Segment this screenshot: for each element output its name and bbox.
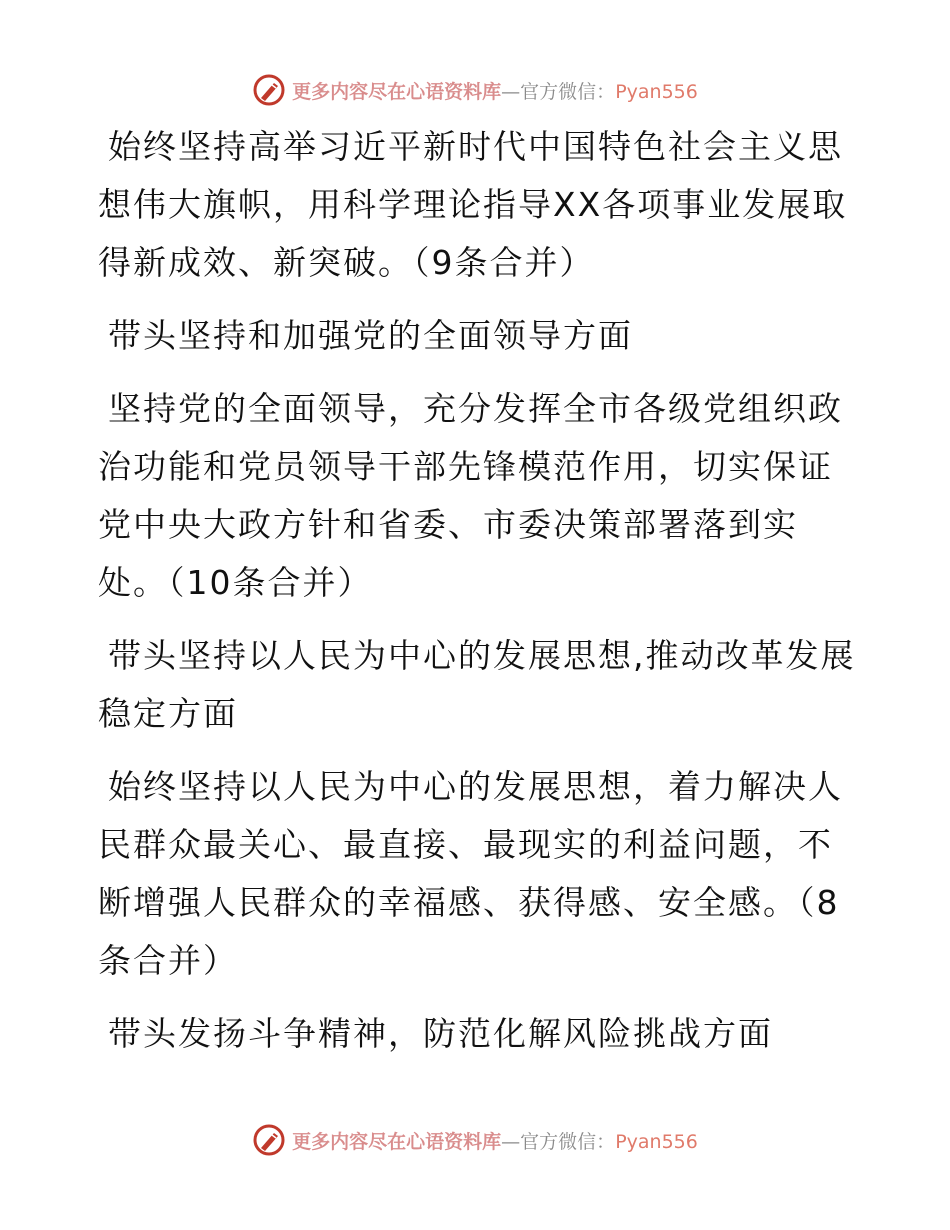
paragraph-3: 始终坚持以人民为中心的发展思想，着力解决人民群众最关心、最直接、最现实的利益问题，不断增强人民群众的幸福感、获得感、安全感。（8条合并）	[98, 767, 843, 980]
footer-watermark	[0, 1120, 950, 1160]
pen-circle-logo-icon	[252, 73, 286, 107]
paragraph-1: 始终坚持高举习近平新时代中国特色社会主义思想伟大旗帜，用科学理论指导XX各项事业发展取得新成效、新突破。（9条合并）	[98, 127, 848, 282]
section-heading-3: 带头发扬斗争精神，防范化解风险挑战方面	[108, 1014, 773, 1053]
document-body	[98, 118, 858, 1078]
watermark-text: 更多内容尽在心语资料库—官方微信：Pyan556	[292, 80, 698, 103]
header-watermark	[0, 70, 950, 110]
section-heading-2: 带头坚持以人民为中心的发展思想,推动改革发展稳定方面	[98, 636, 856, 733]
pen-circle-logo-icon	[252, 1123, 286, 1157]
section-heading-1: 带头坚持和加强党的全面领导方面	[108, 316, 633, 355]
watermark-text: 更多内容尽在心语资料库—官方微信：Pyan556	[292, 1130, 698, 1153]
paragraph-2: 坚持党的全面领导，充分发挥全市各级党组织政治功能和党员领导干部先锋模范作用，切实保证党中央大政方针和省委、市委决策部署落到实处。（10条合并）	[98, 389, 843, 602]
